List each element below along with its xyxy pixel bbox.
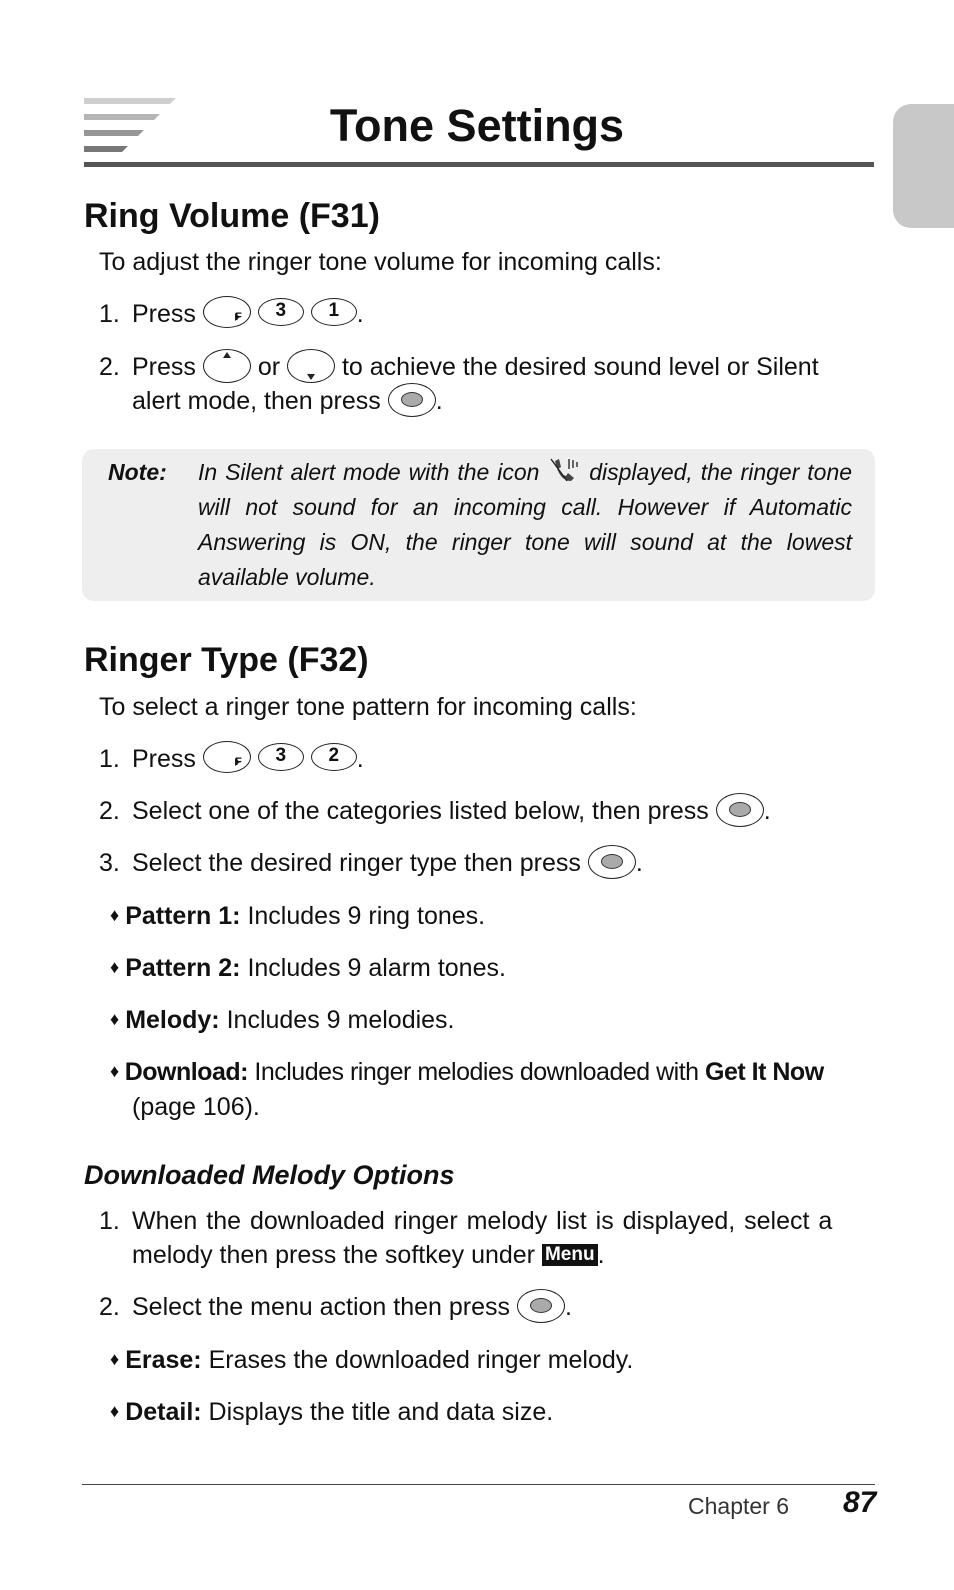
- list-item: [110, 1055, 824, 1091]
- step-number: 1.: [99, 745, 120, 773]
- up-key-icon: [203, 349, 251, 383]
- item-label: Melody:: [125, 1006, 220, 1034]
- note-text: [198, 455, 852, 595]
- step-number: 1.: [99, 1207, 120, 1235]
- step-text: When the downloaded ringer melody list is displayed, select a: [132, 1207, 833, 1235]
- key-2-icon: 2: [311, 743, 357, 771]
- item-text: Includes 9 ring tones.: [247, 902, 486, 930]
- step-text: [132, 350, 819, 385]
- footer-rule: [82, 1484, 875, 1485]
- ok-key-icon: [517, 1289, 565, 1323]
- ok-key-icon: [716, 793, 764, 827]
- diamond-bullet-icon: ♦: [110, 1349, 120, 1369]
- step-text: [132, 846, 643, 881]
- subsection-heading: Downloaded Melody Options: [84, 1160, 455, 1190]
- step-text: [132, 742, 364, 776]
- list-item: [110, 1395, 553, 1431]
- diamond-bullet-icon: ♦: [110, 957, 120, 977]
- item-text: Includes 9 melodies.: [226, 1006, 455, 1034]
- list-item: [110, 1343, 633, 1379]
- item-text: Includes ringer melodies downloaded with: [254, 1058, 699, 1086]
- step-end: .: [564, 1293, 572, 1321]
- key-3-icon: 3: [258, 298, 304, 326]
- silent-mode-icon: [547, 457, 581, 483]
- chapter-label: Chapter 6: [688, 1493, 790, 1519]
- step-text-b: to achieve the desired sound level or Silent: [341, 353, 819, 381]
- item-label: Pattern 1:: [125, 902, 241, 930]
- step-end: .: [763, 797, 771, 825]
- note-text-b: displayed, the ringer tone will not sound for an incoming call. However if Automatic Answering is ON, the ringer tone will sound at the lowest available volume.: [198, 459, 853, 590]
- item-label: Pattern 2:: [125, 954, 241, 982]
- item-text: Includes 9 alarm tones.: [247, 954, 506, 982]
- ok-key-icon: [388, 383, 436, 417]
- chapter-tab: [893, 104, 954, 228]
- page-title: Tone Settings: [329, 100, 625, 151]
- function-key-icon: [203, 296, 251, 328]
- item-label: Erase:: [125, 1346, 202, 1374]
- step-end: .: [635, 849, 643, 877]
- step-text-b: melody then press the softkey under: [132, 1241, 536, 1269]
- step-text: [132, 297, 364, 331]
- diamond-bullet-icon: ♦: [110, 1061, 119, 1081]
- list-item: [110, 1003, 455, 1039]
- step-text: [132, 1290, 572, 1325]
- step-text-c: alert mode, then press: [132, 387, 381, 415]
- step-end: .: [597, 1241, 605, 1269]
- diamond-bullet-icon: ♦: [110, 1401, 120, 1421]
- ok-key-icon: [588, 845, 636, 879]
- step-end: .: [435, 387, 443, 415]
- step-end: .: [356, 300, 364, 328]
- title-rule: [84, 162, 874, 167]
- item-text: Erases the downloaded ringer melody.: [208, 1346, 634, 1374]
- step-number: 1.: [99, 300, 120, 328]
- page-number: 87: [843, 1486, 877, 1519]
- menu-softkey-badge: Menu: [542, 1244, 598, 1266]
- step-number: 2.: [99, 353, 120, 381]
- function-key-icon: [203, 741, 251, 773]
- list-item: [110, 951, 506, 987]
- section-heading-ringer-type: Ringer Type (F32): [84, 641, 369, 679]
- step-number: 3.: [99, 849, 120, 877]
- step-or: or: [257, 353, 281, 381]
- section-heading-ring-volume: Ring Volume (F31): [84, 197, 380, 235]
- list-item-cont: (page 106).: [132, 1093, 260, 1121]
- item-label: Download:: [124, 1058, 248, 1086]
- key-1-icon: 1: [311, 298, 357, 326]
- note-label: Note:: [108, 459, 167, 485]
- step-text-cont: [132, 384, 443, 419]
- step-label: Select the menu action then press: [132, 1293, 511, 1321]
- down-key-icon: [287, 349, 335, 383]
- step-label: Press: [132, 353, 196, 381]
- item-bold-tail: Get It Now: [705, 1058, 824, 1086]
- list-item: [110, 899, 485, 935]
- step-label: Select the desired ringer type then press: [132, 849, 581, 877]
- step-label: Press: [132, 300, 196, 328]
- key-3-icon: 3: [258, 743, 304, 771]
- step-label: Select one of the categories listed below, then press: [132, 797, 709, 825]
- note-text-a: In Silent alert mode with the icon: [198, 459, 540, 485]
- item-label: Detail:: [125, 1398, 202, 1426]
- diamond-bullet-icon: ♦: [110, 905, 120, 925]
- diamond-bullet-icon: ♦: [110, 1009, 120, 1029]
- step-number: 2.: [99, 1293, 120, 1321]
- item-text: Displays the title and data size.: [208, 1398, 554, 1426]
- section-intro: To select a ringer tone pattern for incoming calls:: [99, 693, 637, 721]
- section-intro: To adjust the ringer tone volume for incoming calls:: [99, 248, 662, 276]
- step-number: 2.: [99, 797, 120, 825]
- step-text-cont: [132, 1238, 605, 1272]
- step-text: [132, 794, 771, 829]
- step-label: Press: [132, 745, 196, 773]
- step-end: .: [356, 745, 364, 773]
